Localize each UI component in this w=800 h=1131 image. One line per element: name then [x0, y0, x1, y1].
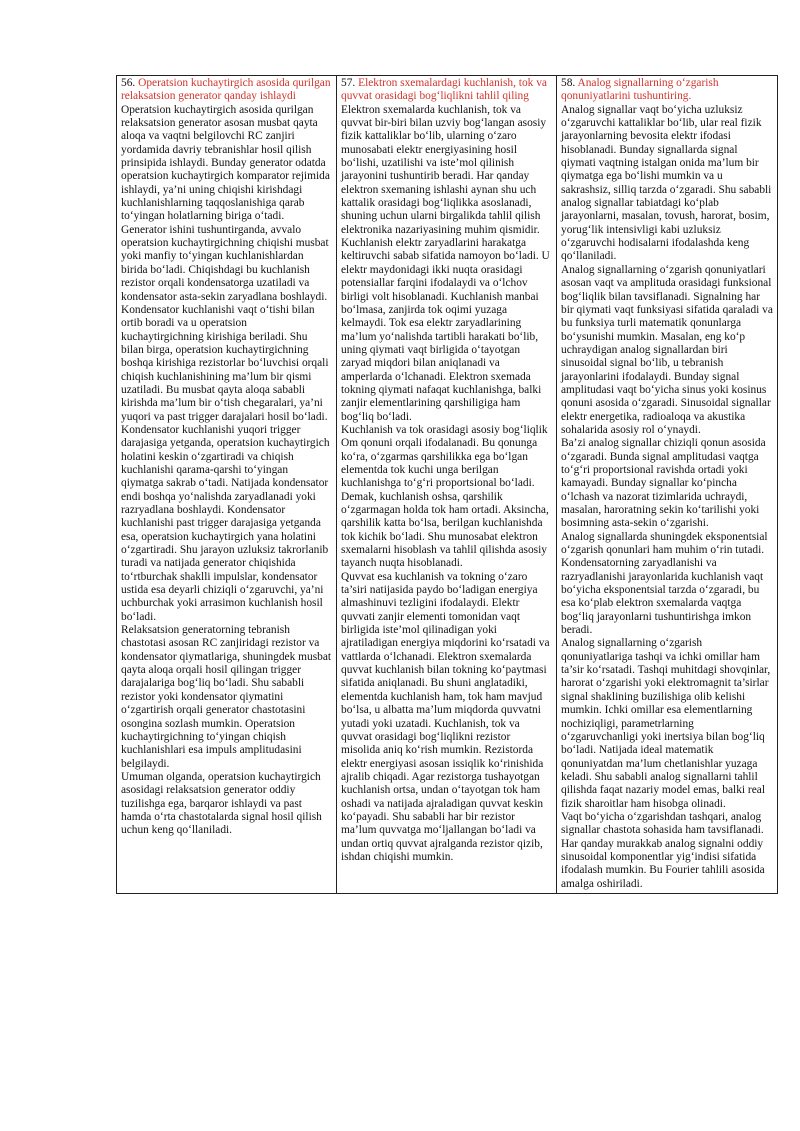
column-56 [117, 76, 337, 894]
question-heading [561, 77, 773, 104]
question-number: 57. [341, 77, 356, 89]
paragraph: Relaksatsion generatorning tebranish chastotasi asosan RC zanjiridagi rezistor va kondensator qiymatlariga, shuningdek musbat qayta aloqa orqali hosil qilingan trigger darajalariga bog‘liq bo‘ladi. Shu sababli rezistor yoki kondensator qiymatini o‘zgartirish orqali generator chastotasini osongina sozlash mumkin. Operatsion kuchaytirgichning to‘yingan chiqish kuchlanishlari esa impuls amplitudasini belgilaydi. [121, 624, 332, 770]
paragraph: Analog signallar vaqt bo‘yicha uzluksiz o‘zgaruvchi kattaliklar bo‘lib, ular real fizik jarayonlarning bevosita elektr ifodasi hisoblanadi. Bunday signallarda signal qiymati vaqtning istalgan onida ma’lum bir qiymatga ega bo‘lishi mumkin va u sakrashsiz, silliq tarzda o‘zgaradi. Shu sababli analog signallar tabiatdagi ko‘plab jarayonlarni, masalan, tovush, harorat, bosim, yorug‘lik intensivligi kabi uzluksiz o‘zgaruvchi hodisalarni ifodalashda keng qo‘llaniladi. [561, 103, 772, 263]
question-title: Analog signallarning o‘zgarish qonuniyatlarini tushuntiring. [561, 77, 719, 103]
paragraph: Operatsion kuchaytirgich asosida qurilgan relaksatsion generator asosan musbat qayta aloqa va vaqtni belgilovchi RC zanjiri yordamida davriy tebranishlar hosil qilish prinsipida ishlaydi. Bunday generator odatda operatsion kuchaytirgich komparator rejimida ishlaydi, ya’ni uning chiqishi kirishdagi kuchlanishlarning taqqoslanishiga qarab to‘yingan holatlarning biriga o‘tadi. [121, 103, 330, 223]
paragraph: Vaqt bo‘yicha o‘zgarishdan tashqari, analog signallar chastota sohasida ham tavsiflanadi. Har qanday murakkab analog signalni oddiy sinusoidal komponentlar yig‘indisi sifatida ifodalash mumkin. Bu Fourier tahlili asosida amalga oshiriladi. [561, 810, 765, 890]
question-heading [341, 77, 552, 104]
paragraph: Analog signallarning o‘zgarish qonuniyatlariga tashqi va ichki omillar ham ta’sir ko‘rsatadi. Tashqi muhitdagi shovqinlar, harorat o‘zgarishi yoki elektromagnit ta’sirlar signal shaklining buzilishiga olib kelishi mumkin. Ichki omillar esa elementlarning nochiziqligi, parametrlarning o‘zgaruvchanligi yoki inertsiya bilan bog‘liq bo‘ladi. Natijada ideal matematik qonuniyatdan ma’lum chetlanishlar yuzaga keladi. Shu sababli analog signallarni tahlil qilishda faqat nazariy model emas, balki real fizik sharoitlar ham hisobga olinadi. [561, 637, 771, 810]
paragraph: Elektron sxemalarda kuchlanish, tok va quvvat bir-biri bilan uzviy bog‘langan asosiy fizik kattaliklar bo‘lib, ularning o‘zaro munosabati elektr energiyasining hosil bo‘lishi, uzatilishi va iste’mol qilinish jarayonini tushuntirib beradi. Har qanday elektron sxemaning ishlashi aynan shu uch kattalik orasidagi bog‘liqlikka asoslanadi, shuning uchun ularni birgalikda tahlil qilish elektronika nazariyasining muhim qismidir. [341, 103, 547, 236]
question-number: 56. [121, 77, 136, 89]
table-row [117, 76, 778, 894]
three-column-table [116, 75, 778, 894]
paragraph: Ba’zi analog signallar chiziqli qonun asosida o‘zgaradi. Bunda signal amplitudasi vaqtga to‘g‘ri proportsional ravishda ortadi yoki kamayadi. Bunday signallar ko‘pincha o‘lchash va nazorat tizimlarida uchraydi, masalan, haroratning sekin ko‘tarilishi yoki bosimning asta-sekin o‘zgarishi. [561, 437, 766, 530]
paragraph: Kondensator kuchlanishi yuqori trigger darajasiga yetganda, operatsion kuchaytirgich holatini keskin o‘zgartiradi va chiqish kuchlanishi qarama-qarshi to‘yingan qiymatga sakrab o‘tadi. Natijada kondensator endi boshqa yo‘nalishda zaryadlanadi yoki razryadlana boshlaydi. Kondensator kuchlanishi past trigger darajasiga yetganda esa, operatsion kuchaytirgich yana holatini o‘zgartiradi. Shu jarayon uzluksiz takrorlanib turadi va natijada generator chiqishida to‘rtburchak shaklli impulslar, kondensator ustida esa deyarli chiziqli o‘zgaruvchi, ya’ni uchburchak yoki arrasimon kuchlanish hosil bo‘ladi. [121, 423, 330, 623]
document-page [116, 75, 773, 894]
paragraph: Generator ishini tushuntirganda, avvalo operatsion kuchaytirgichning chiqishi musbat yoki manfiy to‘yingan kuchlanishlardan birida bo‘ladi. Chiqishdagi bu kuchlanish rezistor orqali kondensatorga uzatiladi va kondensator asta-sekin zaryadlana boshlaydi. Kondensator kuchlanishi vaqt o‘tishi bilan ortib boradi va u operatsion kuchaytirgichning kirishiga beriladi. Shu bilan birga, operatsion kuchaytirgichning boshqa kirishiga rezistorlar bo‘luvchisi orqali chiqish kuchlanishining ma’lum bir qismi uzatiladi. Bu musbat qayta aloqa sababli kirishda ma’lum bir o‘tish chegaralari, ya’ni yuqori va past trigger darajalari hosil bo‘ladi. [121, 223, 329, 423]
paragraph: Analog signallarning o‘zgarish qonuniyatlari asosan vaqt va amplituda orasidagi funksional bog‘liqlik bilan tavsiflanadi. Signalning har bir qiymati vaqt funksiyasi sifatida qaraladi va bu funksiya turli matematik qonunlarga bo‘ysunishi mumkin. Masalan, eng ko‘p uchraydigan analog signallardan biri sinusoidal signal bo‘lib, u tebranish jarayonlarini ifodalaydi. Bunday signal amplitudasi vaqt bo‘yicha sinus yoki kosinus qonuni asosida o‘zgaradi. Sinusoidal signallar elektr energetika, radioaloqa va akustika sohalarida asosiy rol o‘ynaydi. [561, 263, 773, 436]
paragraph: Analog signallarda shuningdek eksponentsial o‘zgarish qonunlari ham muhim o‘rin tutadi. Kondensatorning zaryadlanishi va razryadlanishi jarayonlarida kuchlanish vaqt bo‘yicha eksponentsial tarzda o‘zgaradi, bu esa ko‘plab elektron sxemalarda vaqtga bog‘liq jarayonlarni tushuntirishga imkon beradi. [561, 530, 768, 637]
paragraph: Quvvat esa kuchlanish va tokning o‘zaro ta’siri natijasida paydo bo‘ladigan energiya almashinuvi tezligini ifodalaydi. Elektr quvvati zanjir elementi tomonidan vaqt birligida iste’mol qilinadigan yoki ajratiladigan energiya miqdorini ko‘rsatadi va vattlarda o‘lchanadi. Elektron sxemalarda quvvat kuchlanish bilan tokning ko‘paytmasi sifatida aniqlanadi. Bu shuni anglatadiki, elementda kuchlanish ham, tok ham mavjud bo‘lsa, u albatta ma’lum miqdorda quvvatni yutadi yoki uzatadi. Kuchlanish, tok va quvvat orasidagi bog‘liqlikni rezistor misolida aniq ko‘rish mumkin. Rezistorda elektr energiyasi asosan issiqlik ko‘rinishida ajralib chiqadi. Agar rezistorga tushayotgan kuchlanish ortsa, undan o‘tayotgan tok ham oshadi va natijada ajraladigan quvvat keskin ko‘payadi. Shu sababli har bir rezistor ma’lum quvvatga mo‘ljallangan bo‘ladi va undan ortiq quvvat ajralganda rezistor qizib, ishdan chiqishi mumkin. [341, 570, 550, 863]
paragraph: Kuchlanish va tok orasidagi asosiy bog‘liqlik Om qonuni orqali ifodalanadi. Bu qonunga ko‘ra, o‘zgarmas qarshilikka ega bo‘lgan elementda tok kuchi unga berilgan kuchlanishga to‘g‘ri proportsional bo‘ladi. Demak, kuchlanish oshsa, qarshilik o‘zgarmagan holda tok ham ortadi. Aksincha, qarshilik katta bo‘lsa, berilgan kuchlanishda tok kichik bo‘ladi. Shu munosabat elektron sxemalarni hisoblash va tahlil qilishda asosiy tayanch nuqta hisoblanadi. [341, 423, 549, 570]
paragraph: Kuchlanish elektr zaryadlarini harakatga keltiruvchi sabab sifatida namoyon bo‘ladi. U elektr maydonidagi ikki nuqta orasidagi potensiallar farqini ifodalaydi va o‘lchov birligi volt hisoblanadi. Kuchlanish manbai bo‘lmasa, zanjirda tok oqimi yuzaga kelmaydi. Tok esa elektr zaryadlarining ma’lum yo‘nalishda tartibli harakati bo‘lib, uning qiymati vaqt birligida o‘tayotgan zaryad miqdori bilan aniqlanadi va amperlarda o‘lchanadi. Elektron sxemada tokning qiymati nafaqat kuchlanishga, balki zanjir elementlarining qarshiligiga ham bog‘liq bo‘ladi. [341, 237, 550, 423]
paragraph: Umuman olganda, operatsion kuchaytirgich asosidagi relaksatsion generator oddiy tuzilishga ega, barqaror ishlaydi va past hamda o‘rta chastotalarda signal hosil qilish uchun keng qo‘llaniladi. [121, 770, 322, 837]
question-heading [121, 77, 332, 104]
column-57 [337, 76, 557, 894]
column-58 [557, 76, 778, 894]
question-title: Operatsion kuchaytirgich asosida qurilgan relaksatsion generator qanday ishlaydi [121, 77, 331, 103]
question-number: 58. [561, 77, 576, 89]
question-title: Elektron sxemalardagi kuchlanish, tok va quvvat orasidagi bog‘liqlikni tahlil qiling [341, 77, 547, 103]
